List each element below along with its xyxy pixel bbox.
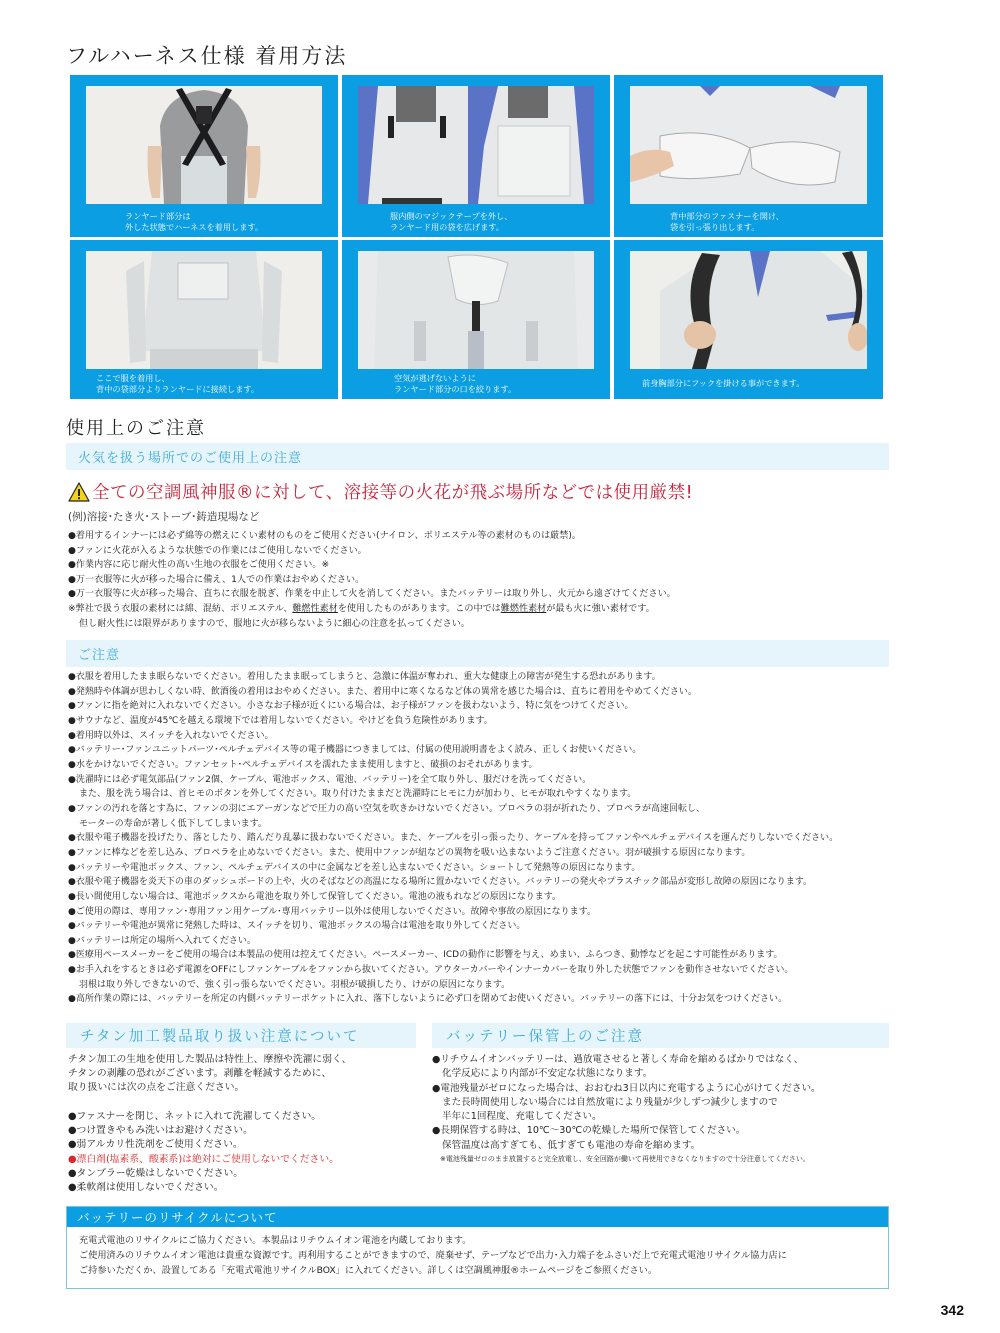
fire-precaution-list — [68, 529, 676, 631]
battery-storage-header: バッテリー保管上のご注意 — [432, 1023, 889, 1048]
harness-step-caption: 前身胸部分にフックを掛ける事ができます。 — [642, 378, 805, 388]
battery-recycle-body: 充電式電池のリサイクルにご協力ください。本製品はリチウムイオン電池を内蔵しております。 ご使用済みのリチウムイオン電池は貴重な資源です。再利用することができますので、廃棄せず、テープなどで出力･入力端子をふさいだ上で充電式電池リサイクル協力店に ご持参いただくか、設置してある「充電式電池リサイクルBOX」に入れてください。詳しくは空調風神服®ホームページをご参照ください。 — [79, 1235, 787, 1276]
caution-header: ご注意 — [66, 640, 889, 667]
list-item: ●ファンに指を絶対に入れないでください。小さなお子様が近くにいる場合は、お子様がファンを扱わないよう、特に気をつけてください。 — [68, 701, 634, 712]
fire-warning-text: 全ての空調風神服®に対して、溶接等の火花が飛ぶ場所などでは使用厳禁! — [92, 483, 694, 503]
battery-storage-list — [432, 1053, 821, 1166]
list-item-continued: モーターの寿命が著しく低下してしまいます。 — [79, 818, 267, 829]
list-item: ●ファンに棒などを差し込み、プロペラを止めないでください。また、使用中ファンが紐などの異物を吸い込まないようご注意ください。羽が破損する原因になります。 — [68, 847, 751, 858]
list-item: ●弱アルカリ性洗剤をご使用ください。 — [68, 1139, 243, 1151]
battery-recycle-header: バッテリーのリサイクルについて — [67, 1207, 888, 1227]
harness-step-caption: 背中部分のファスナーを開け、 袋を引っ張り出します。 — [670, 211, 784, 232]
list-item: ●サウナなど、温度が45℃を越える環境下では着用しないでください。やけどを負う危険性があります。 — [68, 715, 493, 726]
back-zipper-pouch-photo — [630, 86, 867, 204]
bleach-warning-item: ●漂白剤(塩素系、酸素系)は絶対にご使用しないでください。 — [68, 1153, 339, 1165]
list-item: ●衣服や電子機器を炎天下の車のダッシュボードの上や、火のそばなどの高温になる場所に置かないでください。バッテリーの発火やプラスチック部品が変形し故障の原因になります。 — [68, 877, 813, 888]
list-item: ●高所作業の際には、バッテリーを所定の内側バッテリーポケットに入れ、落下しないように必ず口を閉めてお使いください。バッテリーの落下には、十分お気をつけください。 — [68, 994, 787, 1005]
list-item-continued: 化学反応により内部が不安定な状態になります。 — [442, 1068, 653, 1080]
front-chest-hook-photo — [630, 251, 867, 369]
list-item: ●柔軟剤は使用しないでください。 — [68, 1182, 224, 1194]
harness-section-title: フルハーネス仕様 着用方法 — [66, 44, 348, 68]
jacket-back-pouch-photo — [86, 251, 322, 369]
caution-list — [68, 670, 838, 1007]
list-item: ●水をかけないでください。ファンセット･ペルチェデバイスを濡れたまま使用しますと、破損のおそれがあります。 — [68, 759, 538, 770]
list-item: ●バッテリーや電池が異常に発熱した時は、スイッチを切り、電池ボックスの場合は電池を取り外してください。 — [68, 921, 526, 932]
list-item: ●バッテリー･ファンユニットパーツ･ペルチェデバイス等の電子機器につきましては、付属の使用説明書をよく読み、正しくお使いください。 — [68, 745, 642, 756]
list-item: ●着用するインナーには必ず綿等の燃えにくい素材のものをご使用ください(ナイロン、ポリエステル等の素材のものは厳禁)。 — [68, 531, 582, 541]
list-item-continued: また長時間使用しない場合には自然放電により残量が少しずつ減少しますので — [442, 1096, 778, 1108]
list-item-continued: 半年に1回程度、充電してください。 — [442, 1111, 602, 1123]
list-item: ●バッテリーや電池ボックス、ファン、ペルチェデバイスの中に金属などを差し込まないでください。ショートして発熱等の原因になります。 — [68, 862, 641, 873]
list-item-continued: 保管温度は高すぎても、低すぎても電池の寿命を縮めます。 — [442, 1139, 701, 1151]
list-item-continued: また、服を洗う場合は、首ヒモのボタンを外してください。取り付けたままだと洗濯時にヒモに力が加わり、ヒモが取れやすくなります。 — [79, 789, 637, 800]
list-item: ●洗濯時には必ず電気部品(ファン2個、ケーブル、電池ボックス、電池、バッテリー)を全て取り外し、服だけを洗ってください。 — [68, 774, 592, 785]
harness-step-caption: 服内側のマジックテープを外し、 ランヤード用の袋を広げます。 — [390, 211, 513, 232]
fire-material-note-line2: 但し耐火性には限界がありますので、服地に火が移らないように細心の注意を払ってください。 — [79, 618, 470, 629]
harness-step-caption: ランヤード部分は 外した状態でハーネスを着用します。 — [125, 211, 264, 232]
list-item: ●お手入れをするときは必ず電源をOFFにしファンケーブルをファンから抜いてください。アウターカバーやインナーカバーを取り外した状態でファンを動作させないでください。 — [68, 965, 794, 976]
harness-step-1 — [70, 75, 338, 237]
list-item: ●電池残量がゼロになった場合は、おおむね3日以内に充電するように心がけてください。 — [432, 1082, 821, 1094]
list-item-continued: 羽根は取り外しできないので、強く引っ張らないでください。羽根が破損したり、けがの原因になります。 — [79, 979, 511, 990]
list-item: ●万一衣服等に火が移った場合に備え、1人での作業はおやめください。 — [68, 574, 365, 585]
battery-storage-footnote: ※電池残量ゼロのまま放置すると完全放電し、安全回路が働いて再使用できなくなりますので十分注意してください。 — [440, 1155, 810, 1164]
list-item: ●長期保管する時は、10℃〜30℃の乾燥した場所で保管してください。 — [432, 1125, 746, 1137]
fire-material-note: ※弊社で扱う衣服の素材には綿、混紡、ポリエステル、難燃性素材を使用したものがあります。この中では難燃性素材が最も火に強い素材です。 — [68, 603, 655, 614]
list-item: ●リチウムイオンバッテリーは、過放電させると著しく寿命を縮めるばかりではなく、 — [432, 1054, 804, 1065]
list-item: ●ファンの汚れを落とす為に、ファンの羽にエアーガンなどで圧力の高い空気を吹きかけないでください。プロペラの羽が折れたり、プロペラが高速回転し、 — [68, 803, 706, 814]
fire-precaution-header: 火気を扱う場所でのご使用上の注意 — [66, 443, 889, 470]
list-item: ●長い間使用しない場合は、電池ボックスから電池を取り外して保管してください。電池の液もれなどの原因になります。 — [68, 891, 562, 902]
titanium-care-list — [68, 1110, 339, 1195]
list-item: ●ファスナーを閉じ、ネットに入れて洗濯してください。 — [68, 1111, 322, 1122]
list-item: ●バッテリーは所定の場所へ入れてください。 — [68, 935, 256, 946]
list-item: ●つけ置きやもみ洗いはお避けください。 — [68, 1125, 253, 1137]
page-number: 342 — [940, 1302, 964, 1318]
list-item: ●医療用ペースメーカーをご使用の場合は本製品の使用は控えてください。ペースメーカー、ICDの動作に影響を与え、めまい、ふらつき、動悸などを起こす可能性があります。 — [68, 950, 783, 961]
list-item: ●作業内容に応じ耐火性の高い生地の衣服をご使用ください。※ — [68, 560, 330, 571]
list-item: ●万一衣服等に火が移った場合、直ちに衣服を脱ぎ、作業を中止して火を消してください。またバッテリーは取り外し、火元から遠ざけてください。 — [68, 589, 676, 600]
harness-step-caption: 空気が逃げないように ランヤード部分の口を絞ります。 — [394, 373, 517, 394]
list-item: ●ご使用の際は、専用ファン･専用ファン用ケーブル･専用バッテリー以外は使用しないでください。故障や事故の原因になります。 — [68, 906, 596, 917]
list-item: ●ファンに火花が入るような状態での作業にはご使用しないでください。 — [68, 545, 367, 556]
list-item: ●衣服や電子機器を投げたり、落としたり、踏んだり乱暴に扱わないでください。また、ケーブルを引っ張ったり、ケーブルを持ってファンやペルチェデバイスを運んだりしないでください。 — [68, 833, 839, 844]
harness-step-5 — [342, 240, 610, 399]
harness-step-2 — [342, 75, 610, 237]
harness-step-4 — [70, 240, 338, 399]
titanium-header: チタン加工製品取り扱い注意について — [66, 1023, 416, 1048]
fire-warning — [68, 479, 693, 504]
drawstring-lanyard-photo — [358, 251, 594, 369]
titanium-intro: チタン加工の生地を使用した製品は特性上、摩擦や洗濯に弱く、 チタンの剥離の恐れがございます。剥離を軽減するために、 取り扱いには次の点をご注意ください。 — [68, 1054, 352, 1094]
harness-step-3 — [614, 75, 883, 237]
inner-velcro-pocket-photo — [358, 86, 594, 204]
list-item: ●衣服を着用したまま眠らないでください。着用したまま眠ってしまうと、急激に体温が奪われ、重大な健康上の障害が発生する恐れがあります。 — [68, 672, 661, 682]
list-item: ●発熱時や体調が思わしくない時、飲酒後の着用はおやめください。また、着用中に寒くなるなど体の異常を感じた場合は、直ちに着用をやめてください。 — [68, 686, 697, 697]
fire-example: (例)溶接･たき火･ストーブ･鋳造現場など — [68, 511, 260, 523]
man-back-wearing-harness-photo — [86, 86, 322, 204]
battery-recycle-box — [66, 1206, 889, 1289]
warning-triangle-icon — [68, 482, 90, 502]
harness-step-6 — [614, 240, 883, 399]
list-item: ●着用時以外は、スイッチを入れないでください。 — [68, 730, 274, 741]
usage-section-title: 使用上のご注意 — [66, 418, 206, 439]
harness-step-caption: ここで服を着用し、 背中の袋部分よりランヤードに接続します。 — [96, 373, 260, 394]
list-item: ●タンブラー乾燥はしないでください。 — [68, 1167, 244, 1179]
